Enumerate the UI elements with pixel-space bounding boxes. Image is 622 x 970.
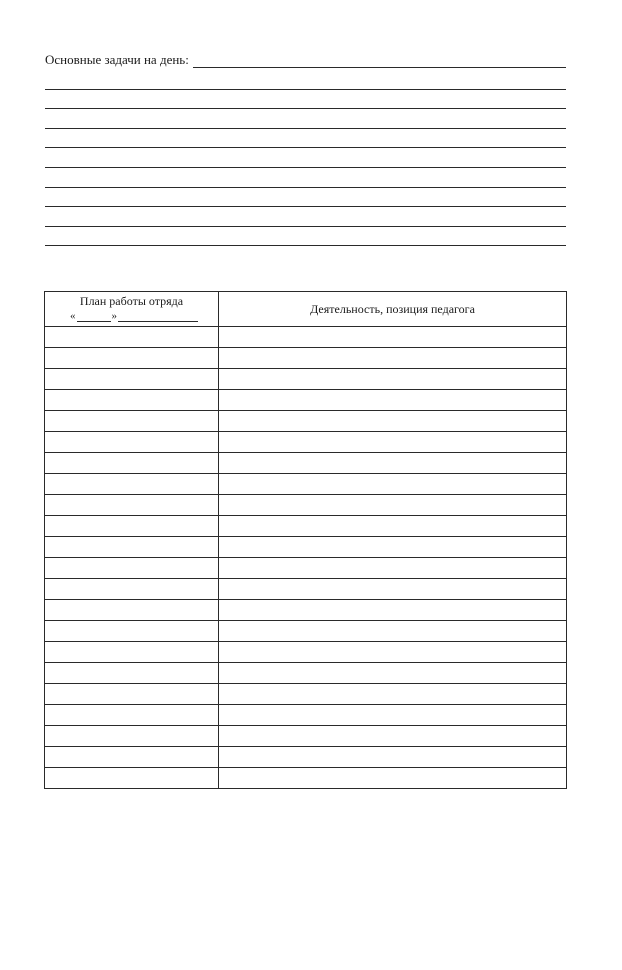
date-open-quote: « xyxy=(70,310,76,322)
plan-cell[interactable] xyxy=(45,579,219,600)
plan-cell[interactable] xyxy=(45,537,219,558)
table-row xyxy=(45,369,567,390)
daily-tasks-header xyxy=(45,50,566,68)
daily-task-line[interactable] xyxy=(45,109,566,129)
table-row xyxy=(45,411,567,432)
date-close-quote: » xyxy=(111,310,117,322)
table-row xyxy=(45,432,567,453)
table-row xyxy=(45,621,567,642)
plan-date-field[interactable] xyxy=(69,311,198,322)
activity-cell[interactable] xyxy=(219,558,567,579)
plan-cell[interactable] xyxy=(45,768,219,789)
activity-cell[interactable] xyxy=(219,411,567,432)
table-row xyxy=(45,516,567,537)
daily-task-line[interactable] xyxy=(45,148,566,168)
col-teacher-activity-header xyxy=(219,292,567,327)
plan-header-title: План работы отряда xyxy=(79,294,184,308)
plan-cell[interactable] xyxy=(45,474,219,495)
activity-cell[interactable] xyxy=(219,726,567,747)
plan-cell[interactable] xyxy=(45,432,219,453)
table-row xyxy=(45,495,567,516)
plan-cell[interactable] xyxy=(45,705,219,726)
table-row xyxy=(45,453,567,474)
plan-cell[interactable] xyxy=(45,684,219,705)
plan-cell[interactable] xyxy=(45,495,219,516)
activity-header-title: Деятельность, позиция педагога xyxy=(310,302,475,316)
table-row xyxy=(45,579,567,600)
activity-cell[interactable] xyxy=(219,516,567,537)
work-plan-header-row xyxy=(45,292,567,327)
plan-cell[interactable] xyxy=(45,516,219,537)
activity-cell[interactable] xyxy=(219,432,567,453)
plan-cell[interactable] xyxy=(45,327,219,348)
plan-cell[interactable] xyxy=(45,747,219,768)
plan-cell[interactable] xyxy=(45,453,219,474)
activity-cell[interactable] xyxy=(219,621,567,642)
plan-cell[interactable] xyxy=(45,411,219,432)
table-row xyxy=(45,558,567,579)
activity-cell[interactable] xyxy=(219,600,567,621)
activity-cell[interactable] xyxy=(219,327,567,348)
daily-tasks-section xyxy=(45,50,566,246)
plan-cell[interactable] xyxy=(45,726,219,747)
table-row xyxy=(45,537,567,558)
table-row xyxy=(45,474,567,495)
plan-cell[interactable] xyxy=(45,642,219,663)
col-plan-header xyxy=(45,292,219,327)
activity-cell[interactable] xyxy=(219,705,567,726)
activity-cell[interactable] xyxy=(219,768,567,789)
activity-cell[interactable] xyxy=(219,747,567,768)
activity-cell[interactable] xyxy=(219,369,567,390)
daily-tasks-label: Основные задачи на день: xyxy=(45,52,189,67)
work-plan-table xyxy=(44,291,567,789)
daily-task-line[interactable] xyxy=(45,70,566,90)
plan-cell[interactable] xyxy=(45,369,219,390)
plan-cell[interactable] xyxy=(45,600,219,621)
plan-cell[interactable] xyxy=(45,663,219,684)
table-row xyxy=(45,768,567,789)
daily-tasks-lines xyxy=(45,70,566,246)
daily-task-line[interactable] xyxy=(45,227,566,247)
table-row xyxy=(45,390,567,411)
date-month-blank[interactable] xyxy=(118,313,198,322)
plan-cell[interactable] xyxy=(45,348,219,369)
activity-cell[interactable] xyxy=(219,495,567,516)
activity-cell[interactable] xyxy=(219,579,567,600)
activity-cell[interactable] xyxy=(219,684,567,705)
daily-task-line[interactable] xyxy=(45,188,566,208)
activity-cell[interactable] xyxy=(219,390,567,411)
plan-cell[interactable] xyxy=(45,558,219,579)
date-day-blank[interactable] xyxy=(77,313,111,322)
daily-task-line[interactable] xyxy=(45,207,566,227)
plan-cell[interactable] xyxy=(45,390,219,411)
table-row xyxy=(45,705,567,726)
activity-cell[interactable] xyxy=(219,474,567,495)
daily-task-line[interactable] xyxy=(45,129,566,149)
table-row xyxy=(45,663,567,684)
table-row xyxy=(45,726,567,747)
table-row xyxy=(45,642,567,663)
activity-cell[interactable] xyxy=(219,642,567,663)
table-row xyxy=(45,600,567,621)
daily-tasks-first-line[interactable] xyxy=(193,53,566,68)
daily-task-line[interactable] xyxy=(45,90,566,110)
daily-task-line[interactable] xyxy=(45,168,566,188)
activity-cell[interactable] xyxy=(219,453,567,474)
activity-cell[interactable] xyxy=(219,663,567,684)
table-row xyxy=(45,684,567,705)
plan-cell[interactable] xyxy=(45,621,219,642)
activity-cell[interactable] xyxy=(219,537,567,558)
work-plan-body xyxy=(45,327,567,789)
table-row xyxy=(45,327,567,348)
table-row xyxy=(45,348,567,369)
activity-cell[interactable] xyxy=(219,348,567,369)
table-row xyxy=(45,747,567,768)
